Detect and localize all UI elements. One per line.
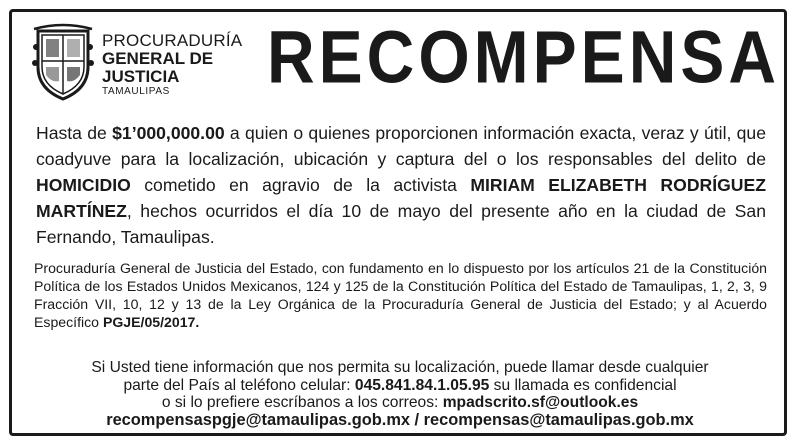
- contact-line-3-text: o si lo prefiere escríbanos a los correos:: [161, 394, 443, 411]
- contact-line-3: [14, 394, 786, 412]
- notice-header: [24, 15, 781, 110]
- reward-text-3: cometido en agravio de la activista: [130, 175, 471, 195]
- confidential-note: su llamada es confidencial: [489, 376, 677, 394]
- institution-state: TAMAULIPAS: [102, 86, 170, 97]
- legal-basis-paragraph: [34, 259, 767, 331]
- email-link-outlook[interactable]: mpadscrito.sf@outlook.es: [442, 394, 639, 411]
- contact-block: [14, 359, 786, 429]
- institution-line-3: JUSTICIA: [102, 67, 180, 86]
- contact-line-1: Si Usted tiene información que nos permita su localización, puede llamar desde cualquier: [91, 359, 709, 376]
- reward-text-1: Hasta de: [36, 123, 113, 143]
- contact-line-2-text: parte del País al teléfono celular:: [123, 376, 355, 394]
- crime-name: HOMICIDIO: [36, 175, 131, 195]
- institution-name: [102, 32, 242, 97]
- state-seal-icon: [30, 23, 96, 103]
- victim-name: MIRIAM ELIZABETH RODRÍGUEZ MARTÍNEZ: [36, 175, 766, 221]
- reward-text-2: a quien o quienes proporcionen información exacta, veraz y útil, que coadyuve para la localización, ubicación y captura del o los responsables del delito de: [36, 123, 767, 169]
- reward-paragraph: [36, 120, 766, 250]
- contact-line-2: [14, 377, 786, 395]
- notice-title: RECOMPENSA: [267, 15, 781, 99]
- reward-amount: $1’000,000.00: [112, 123, 225, 143]
- phone-number[interactable]: 045.841.84.1.05.95: [354, 376, 490, 394]
- reward-text-4: , hechos ocurridos el día 10 de mayo del presente año en la ciudad de San Fernando, Tamaulipas.: [36, 201, 766, 247]
- institution-line-1: PROCURADURÍA: [102, 31, 243, 50]
- legal-text: Procuraduría General de Justicia del Estado, con fundamento en lo dispuesto por los artículos 21 de la Constitución Política de los Estados Unidos Mexicanos, 124 y 125 de la Constitución Política del Estado de Tamaulipas, 1, 2, 3, 9 Fracción VII, 10, 12 y 13 de la Ley Orgánica de la Procuraduría General de Justicia del Estado; y al Acuerdo Específico: [34, 260, 767, 330]
- agreement-code: PGJE/05/2017.: [102, 314, 200, 330]
- institution-line-2: GENERAL DE: [102, 49, 214, 68]
- email-links[interactable]: recompensaspgje@tamaulipas.gob.mx / recompensas@tamaulipas.gob.mx: [106, 410, 694, 429]
